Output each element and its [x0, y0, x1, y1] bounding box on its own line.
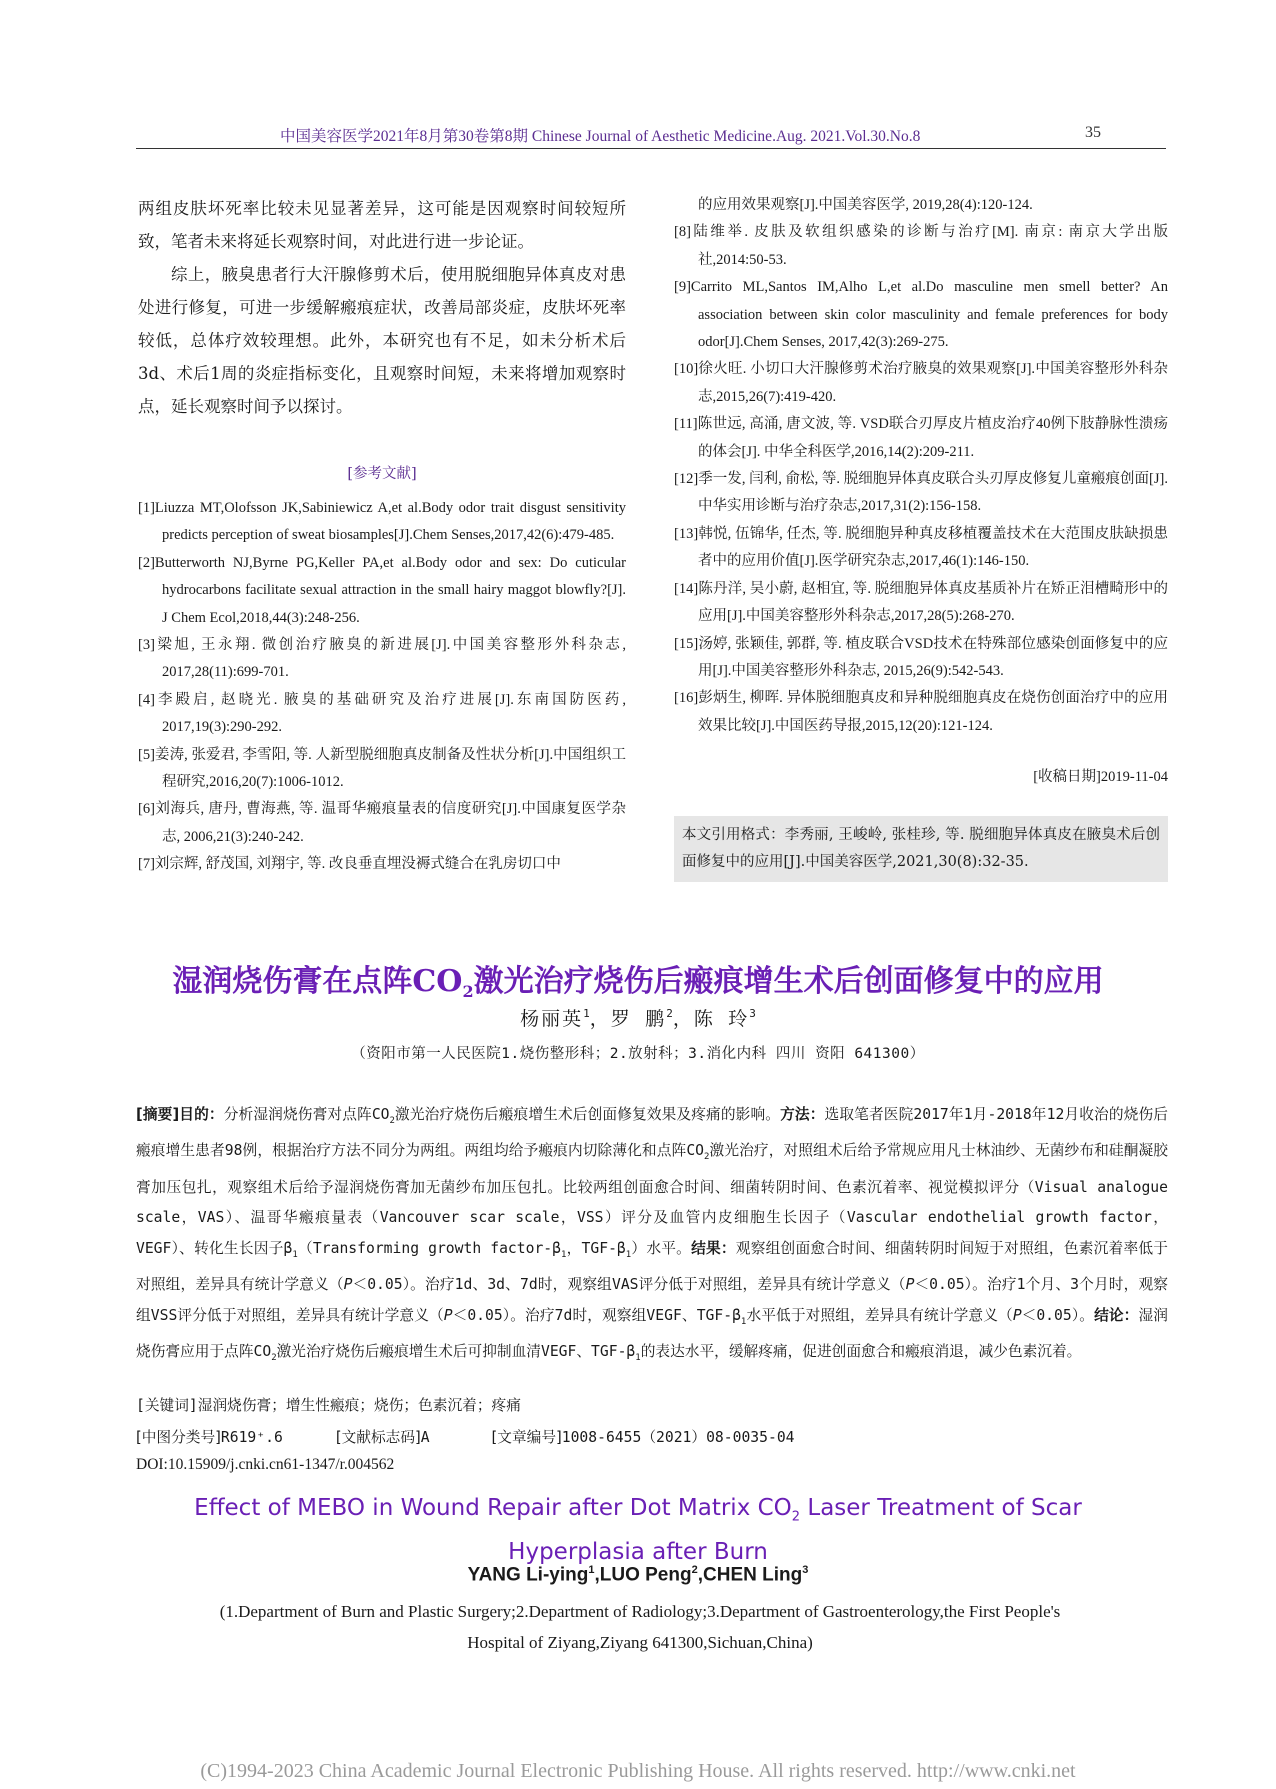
reference-item: [8]陆维举. 皮肤及软组织感染的诊断与治疗[M]. 南京: 南京大学出版社,2014:50-53. — [674, 224, 1168, 268]
reference-item: [14]陈丹洋, 吴小蔚, 赵相宜, 等. 脱细胞异体真皮基质补片在矫正泪槽畸形中的应用[J].中国美容整形外科杂志,2017,28(5):268-270. — [674, 580, 1168, 625]
reference-item-continued: 的应用效果观察[J].中国美容医学, 2019,28(4):120-124. — [698, 197, 1033, 213]
reference-item: [16]彭炳生, 柳晖. 异体脱细胞真皮和异种脱细胞真皮在烧伤创面治疗中的应用效果比较[J].中国医药导报,2015,12(20):121-124. — [674, 690, 1168, 734]
reference-item: [13]韩悦, 伍锦华, 任杰, 等. 脱细胞异种真皮移植覆盖技术在大范围皮肤缺损患者中的应用价值[J].医学研究杂志,2017,46(1):146-150. — [674, 525, 1168, 570]
citation-box: 本文引用格式：李秀丽, 王峻岭, 张桂珍, 等. 脱细胞异体真皮在腋臭术后创面修复中的应用[J].中国美容医学,2021,30(8):32-35. — [674, 816, 1168, 882]
english-title: Effect of MEBO in Wound Repair after Dot Matrix $CO_2$ Laser Treatment of Scar Hyperplasia after Burn — [194, 1495, 1082, 1565]
author-name: 陈 玲 — [693, 1008, 750, 1030]
body-paragraph: 综上，腋臭患者行大汗腺修剪术后，使用脱细胞异体真皮对患处进行修复，可进一步缓解瘢痕症状，改善局部炎症，皮肤坏死率较低，总体疗效较理想。此外，本研究也有不足，如未分析术后3d、术后1周的炎症指标变化，且观察时间短，未来将增加观察时点，延长观察时间予以探讨。 — [138, 265, 626, 416]
keywords — [136, 1394, 1168, 1415]
reference-item: [1]Liuzza MT,Olofsson JK,Sabiniewicz A,et al.Body odor trait disgust sensitivity predicts perception of sweat biosamples[J].Chem Senses,2017,42(6):479-485. — [138, 500, 626, 544]
reference-item: [6]刘海兵, 唐丹, 曹海燕, 等. 温哥华瘢痕量表的信度研究[J].中国康复医学杂志, 2006,21(3):240-242. — [138, 801, 626, 845]
header-rule — [136, 148, 1166, 149]
reference-item: [11]陈世远, 高涌, 唐文波, 等. VSD联合刃厚皮片植皮治疗40例下肢静脉性溃疡的体会[J]. 中华全科医学,2016,14(2):209-211. — [674, 416, 1168, 460]
reference-item: [3]梁旭, 王永翔. 微创治疗腋臭的新进展[J].中国美容整形外科杂志, 2017,28(11):699-701. — [138, 637, 626, 681]
references-heading: [参考文献] — [347, 466, 417, 482]
reference-item: [4]李殿启, 赵晓光. 腋臭的基础研究及治疗进展[J].东南国防医药, 2017,19(3):290-292. — [138, 691, 626, 736]
reference-item: [7]刘宗辉, 舒茂国, 刘翔宇, 等. 改良垂直埋没褥式缝合在乳房切口中 — [138, 856, 561, 873]
keywords-label: [关键词] — [136, 1397, 198, 1414]
body-paragraph: 两组皮肤坏死率比较未见显著差异，这可能是因观察时间较短所致，笔者未来将延长观察时间，对此进行进一步论证。 — [138, 199, 626, 251]
author-name: 罗 鹏 — [610, 1008, 667, 1030]
reference-item: [10]徐火旺. 小切口大汗腺修剪术治疗腋臭的效果观察[J].中国美容整形外科杂志,2015,26(7):419-420. — [674, 361, 1168, 405]
reference-item: [15]汤婷, 张颖佳, 郭群, 等. 植皮联合VSD技术在特殊部位感染创面修复中的应用[J].中国美容整形外科杂志, 2015,26(9):542-543. — [674, 635, 1168, 679]
reference-item: [12]季一发, 闫利, 俞松, 等. 脱细胞异体真皮联合头刃厚皮修复儿童瘢痕创面[J].中华实用诊断与治疗杂志,2017,31(2):156-158. — [674, 471, 1168, 515]
received-date: [收稿日期]2019-11-04 — [1033, 769, 1168, 786]
english-authors: YANG Li-ying$^1$,LUO Peng$^2$,CHEN Ling$^3$ — [467, 1564, 809, 1586]
journal-line: 中国美容医学2021年8月第30卷第8期 Chinese Journal of Aesthetic Medicine.Aug. 2021.Vol.30.No.8 — [280, 128, 921, 145]
copyright-footer: (C)1994-2023 China Academic Journal Electronic Publishing House. All rights reserved. http://www.cnki.net — [200, 1760, 1076, 1782]
abstract: [摘要]目的：分析湿润烧伤膏对点阵$CO_2$激光治疗烧伤后瘢痕增生术后创面修复效果及疼痛的影响。方法：选取笔者医院2017年1月-2018年12月收治的烧伤后瘢痕增生患者98例，根据治疗方法不同分为两组。两组均给予瘢痕内切除薄化和点阵$CO_2$激光治疗，对照组术后给予常规应用凡士林油纱、无菌纱布和硅酮凝胶膏加压包扎，观察组术后给予湿润烧伤膏加无菌纱布加压包扎。比较两组创面愈合时间、细菌转阴时间、色素沉着率、视觉模拟评分（Visual analogue scale，VAS）、温哥华瘢痕量表（Vancouver scar scale，VSS）评分及血管内皮细胞生长因子（Vascular endothelial growth factor，VEGF）、转化生长因子$\beta_1(Transforming$ growth factor-$\beta_1$，TGF-$\beta_1$）水平。结果：观察组创面愈合时间、细菌转阴时间短于对照组，色素沉着率低于对照组，差异具有统计学意义（P＜0.05）。治疗1d、3d、7d时，观察组VAS评分低于对照组，差异具有统计学意义（P＜0.05）。治疗1个月、3个月时，观察组VSS评分低于对照组，差异具有统计学意义（P＜0.05）。治疗7d时，观察组VEGF、TGF-$\beta_1$水平低于对照组，差异具有统计学意义（P＜0.05）。结论：湿润烧伤膏应用于点阵$CO_2$激光治疗烧伤后瘢痕增生术后可抑制血清VEGF、TGF-$\beta_1$的表达水平，缓解疼痛，促进创面愈合和瘢痕消退，减少色素沉着。 — [136, 1106, 1168, 1364]
left-column — [138, 192, 626, 879]
page-number: 35 — [1085, 124, 1101, 141]
english-affiliation: (1.Department of Burn and Plastic Surgery;2.Department of Radiology;3.Department of Gastroenterology,the First People's Hospital of Ziyang,Ziyang 641300,Sichuan,China) — [219, 1602, 1061, 1652]
author-name: 杨丽英 — [520, 1008, 584, 1030]
article-title: 湿润烧伤膏在点阵$CO_2$激光治疗烧伤后瘢痕增生术后创面修复中的应用 — [172, 964, 1104, 1001]
doi: DOI:10.15909/j.cnki.cn61-1347/r.004562 — [136, 1456, 395, 1473]
classification-line: [中图分类号]R619⁺.6 [文献标志码]A [文章编号]1008-6455（2021）08-0035-04 — [136, 1429, 795, 1446]
right-column — [674, 192, 1168, 882]
affiliation: （资阳市第一人民医院1.烧伤整形科；2.放射科；3.消化内科 四川 资阳 641300） — [351, 1046, 925, 1062]
reference-item: [5]姜涛, 张爱君, 李雪阳, 等. 人新型脱细胞真皮制备及性状分析[J].中国组织工程研究,2016,20(7):1006-1012. — [138, 746, 626, 791]
keywords-value: 湿润烧伤膏；增生性瘢痕；烧伤；色素沉着；疼痛 — [197, 1397, 521, 1414]
reference-item: [9]Carrito ML,Santos IM,Alho L,et al.Do masculine men smell better? An association between skin color masculinity and female preferences for body odor[J].Chem Senses, 2017,42(3):269-275. — [674, 279, 1168, 351]
author-list: 杨丽英$^1$，罗 鹏$^2$，陈 玲$^3$ — [520, 1007, 756, 1030]
reference-item: [2]Butterworth NJ,Byrne PG,Keller PA,et al.Body odor and sex: Do cuticular hydrocarbons facilitate sexual attraction in the small hairy maggot blowfly?[J]. J Chem Ecol,2018,44(3):248-256. — [138, 554, 626, 626]
running-header — [0, 124, 1276, 150]
